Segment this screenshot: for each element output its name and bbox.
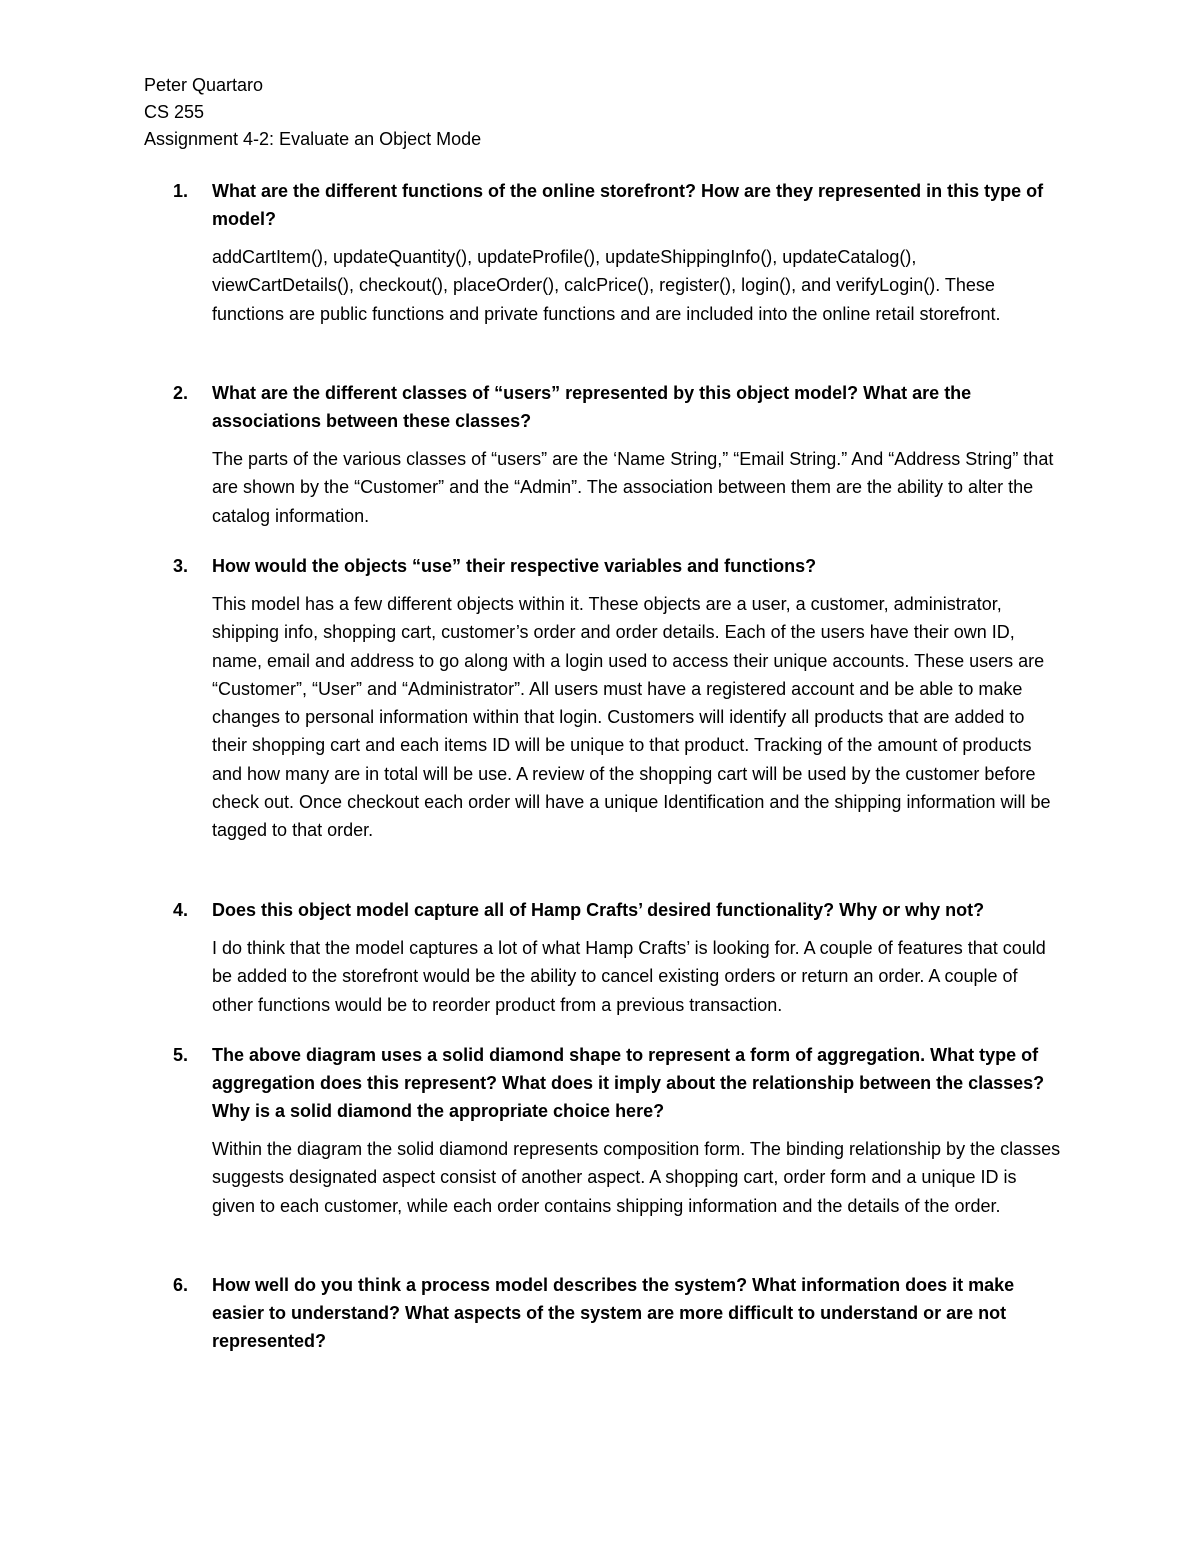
- answer-text: Within the diagram the solid diamond represents composition form. The binding relationship by the classes suggests designated aspect consist of another aspect. A shopping cart, order form and a unique ID is given to each customer, while each order contains shipping information and the details of the order.: [212, 1139, 1061, 1216]
- answer-text: addCartItem(), updateQuantity(), updateProfile(), updateShippingInfo(), updateCatalog(), viewCartDetails(), checkout(), placeOrder(), calcPrice(), register(), login(), and verifyLogin(). These functions are public functions and private functions and are included into the online retail storefront.: [212, 247, 1001, 324]
- question-item-3: [173, 552, 1063, 845]
- document-header: [144, 72, 1064, 153]
- question-item-4: [173, 896, 1063, 1019]
- question-number: 2.: [173, 383, 189, 403]
- question-item-6: [173, 1271, 1063, 1355]
- course-code: CS 255: [144, 102, 205, 122]
- answer-text: This model has a few different objects within it. These objects are a user, a customer, administrator, shipping info, shopping cart, customer’s order and order details. Each of the users have their own ID, name, email and address to go along with a login used to access their unique accounts. These users are “Customer”, “User” and “Administrator”. All users must have a registered account and be able to make changes to personal information within that login. Customers will identify all products that are added to their shopping cart and each items ID will be unique to that product. Tracking of the amount of products and how many are in total will be use. A review of the shopping cart will be used by the customer before check out. Once checkout each order will have a unique Identification and the shipping information will be tagged to that order.: [212, 594, 1051, 841]
- question-number: 1.: [173, 181, 189, 201]
- question-item-5: [173, 1041, 1063, 1220]
- question-number: 5.: [173, 1045, 189, 1065]
- question-text: Does this object model capture all of Hamp Crafts’ desired functionality? Why or why not?: [212, 900, 985, 920]
- question-text: What are the different classes of “users” represented by this object model? What are the associations between these classes?: [212, 383, 972, 431]
- assignment-title: Assignment 4-2: Evaluate an Object Mode: [144, 129, 482, 149]
- question-number: 4.: [173, 900, 189, 920]
- question-text: How well do you think a process model describes the system? What information does it make easier to understand? What aspects of the system are more difficult to understand or are not represented?: [212, 1275, 1015, 1351]
- author-name: Peter Quartaro: [144, 75, 264, 95]
- answer-text: The parts of the various classes of “users” are the ‘Name String,” “Email String.” And “Address String” that are shown by the “Customer” and the “Admin”. The association between them are the ability to alter the catalog information.: [212, 449, 1054, 526]
- question-text: What are the different functions of the online storefront? How are they represented in this type of model?: [212, 181, 1044, 229]
- question-item-2: [173, 379, 1063, 530]
- question-number: 6.: [173, 1275, 189, 1295]
- question-text: The above diagram uses a solid diamond shape to represent a form of aggregation. What type of aggregation does this represent? What does it imply about the relationship between the classes? Why is a solid diamond the appropriate choice here?: [212, 1045, 1045, 1121]
- answer-text: I do think that the model captures a lot of what Hamp Crafts’ is looking for. A couple of features that could be added to the storefront would be the ability to cancel existing orders or return an order. A couple of other functions would be to reorder product from a previous transaction.: [212, 938, 1046, 1015]
- question-number: 3.: [173, 556, 189, 576]
- question-item-1: [173, 177, 1063, 328]
- question-text: How would the objects “use” their respective variables and functions?: [212, 556, 817, 576]
